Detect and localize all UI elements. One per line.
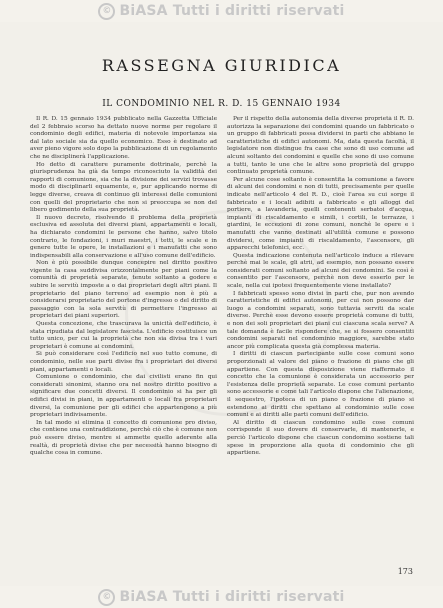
right-column (227, 116, 414, 562)
article-subtitle: IL CONDOMINIO NEL R. D. 15 GENNAIO 1934 (102, 99, 341, 109)
left-column (30, 116, 217, 562)
paragraph: Per alcune cose soltanto è consentita la comunione a favore di alcuni dei condomini e non di tutti, precisamente per quelle indicate nell'articolo 4 del R. D., cioè l'area su cui sorge il fabbricato e i locali adibiti a fabbricato e gli alloggi del portiere, a lavanderia, quelli contenenti serbatoi d'acqua, impianti di riscaldamento e simili, i cortili, le terrazze, i giardini, le eccezioni di zone comuni, nonchè le opere e i manufatti che vanno destinati all'utilità comune e possono dividersi, come impianti di riscaldamento, l'ascensore, gli apparecchi telefonici, ecc. (227, 176, 414, 252)
paragraph: Questa concezione, che trascurava la unicità dell'edificio, è stata ripudiata dal legislatore fascista. L'edificio costituisce un tutto unico, per cui la proprietà che non sia divisa tra i vari proprietari è comune ai condomini. (30, 321, 217, 350)
paragraph: Comunione o condominio, che dai civilisti erano fin qui considerati sinonimi, stanno ora nel nostro diritto positivo a significare due concetti diversi. Il condominio si ha per gli edifici divisi in piani, in appartamenti o locali fra proprietari diversi, la comunione per gli edifici che appartengono a più proprietari indivisamente. (30, 374, 217, 419)
paragraph: Non è più possibile dunque concepire nel diritto positivo vigente la casa suddivisa orizzontalmente per piani come la comunità di proprietà separate, tenute soltanto a godere e subire le servitù imposte a o dai proprietari degli altri piani. Il proprietario del piano terreno ad esempio non è più a considerarsi proprietario del portone d'ingresso o del diritto di passaggio con la sola servitù di permettere l'ingresso ai proprietari dei piani superiori. (30, 260, 217, 320)
copyright-icon: © (98, 589, 115, 606)
article-body (30, 116, 415, 562)
paragraph: I fabbricati spesso sono divisi in parti che, pur non avendo caratteristiche di edifici autonomi, per cui non possono dar luogo a condomini separati, sono tuttavia serviti da scale diverse. Perchè esse devono essere proprietà comune di tutti, e non dei soli proprietari dei piani cui ciascuna scala serve? A tale domanda è facile rispondere che, se si fossero consentiti condomini separati nel condominio maggiore, sarebbe stato ancor più complicata questa già complessa materia. (227, 290, 414, 350)
section-title: RASSEGNA GIURIDICA (101, 56, 342, 75)
copyright-text-top: BiASA Tutti i diritti riservati (119, 3, 345, 19)
copyright-icon: © (98, 3, 115, 20)
paragraph: Per il rispetto della autonomia della diverse proprietà il R. D. autorizza la separazione dei condomini quando un fabbricato o un gruppo di fabbricati possa dividersi in parti che abbiano le caratteristiche di edifici autonomi. Ma, data questa facoltà, il legislatore non distingue fra case che sono di uso comune ad alcuni soltanto dei condomini e quelle che sono di uso comune a tutti, tanto le une che le altre sono proprietà del gruppo continuato proprietà comune. (227, 116, 414, 176)
copyright-banner-bottom (0, 586, 443, 608)
copyright-banner-top (0, 0, 443, 22)
paragraph: Questa indicazione contenuta nell'articolo induce a rilevare perchè mai le scale, gli atrii, ad esempio, non possano essere considerati comuni soltanto ad alcuni dei condomini. Se così è consentito per l'ascensore, perchè non deve esserlo per le scale, nella cui ipotesi frequentemente viene installato? (227, 252, 414, 290)
paragraph: Si può considerare così l'edificio nel suo tutto comune, di condominio, nelle sue parti divise fra i proprietari dei diversi piani, appartamenti o locali. (30, 351, 217, 373)
paragraph: Ho detto di carattere puramente dottrinale, perchè la giurisprudenza ha già da tempo riconosciuto la validità dei rapporti di comunione, sia che la divisione dei servizi trovasse modo di disciplinarli equamente, e, pur applicando norme di legge diverse, creava di continuo gli interessi delle comunioni con quelli del proprietario che non si preoccupa se non del libero godimento della sua proprietà. (30, 161, 217, 214)
paragraph: Al diritto di ciascun condomino sulle cose comuni corrisponde il suo dovere di conservarle, di mantenerle, e perciò l'articolo dispone che ciascun condomino sostiene tali spese in proporzione alla quota di condominio che gli appartiene. (227, 419, 414, 457)
copyright-text-bottom: BiASA Tutti i diritti riservati (119, 589, 345, 605)
page-number: 173 (397, 567, 413, 576)
paragraph: Il R. D. 15 gennaio 1934 pubblicato nella Gazzetta Ufficiale del 2 febbraio scorso ha dettato nuove norme per regolare il condominio degli edifici, materia di notevole importanza sia dal lato sociale sia da quello economico. Esso è destinato ad aver pieno vigore solo dopo la pubblicazione di un regolamento che ne disciplinerà l'applicazione. (30, 116, 217, 160)
paragraph: Il nuovo decreto, risolvendo il problema della proprietà esclusiva ed assoluta dei diversi piani, appartamenti e locali, ha dichiarato condomini le persone che hanno, salvo titolo contrario, le fondazioni, i muri maestri, i tetti, le scale e in genere tutte le opere, le installazioni e i manufatti che sono indispensabili alla conservazione e all'uso comune dell'edificio. (30, 214, 217, 259)
paragraph: I diritti di ciascun partecipante sulle cose comuni sono proporzionali al valore del piano o frazione di piano che gli appartiene. Con questa disposizione viene riaffermato il concetto che la comunione è considerata un accessorio per l'esistenza delle proprietà separate. Le cose comuni pertanto sono accessorie e come tali l'articolo dispone che l'alienazione, il sequestro, l'ipoteca di un piano o frazione di piano si estendono ai diritti che spettano al condominio sulle cose comuni e ai diritti alle parti comuni dell'edificio. (227, 351, 414, 419)
paragraph: In tal modo si elimina il concetto di comunione pro diviso, che contiene una contraddizione, perchè ciò che è comune non può essere diviso, mentre si ammette quello aderente alla realtà, di proprietà divise che per necessità hanno bisogno di qualche cosa in comune. (30, 419, 217, 457)
